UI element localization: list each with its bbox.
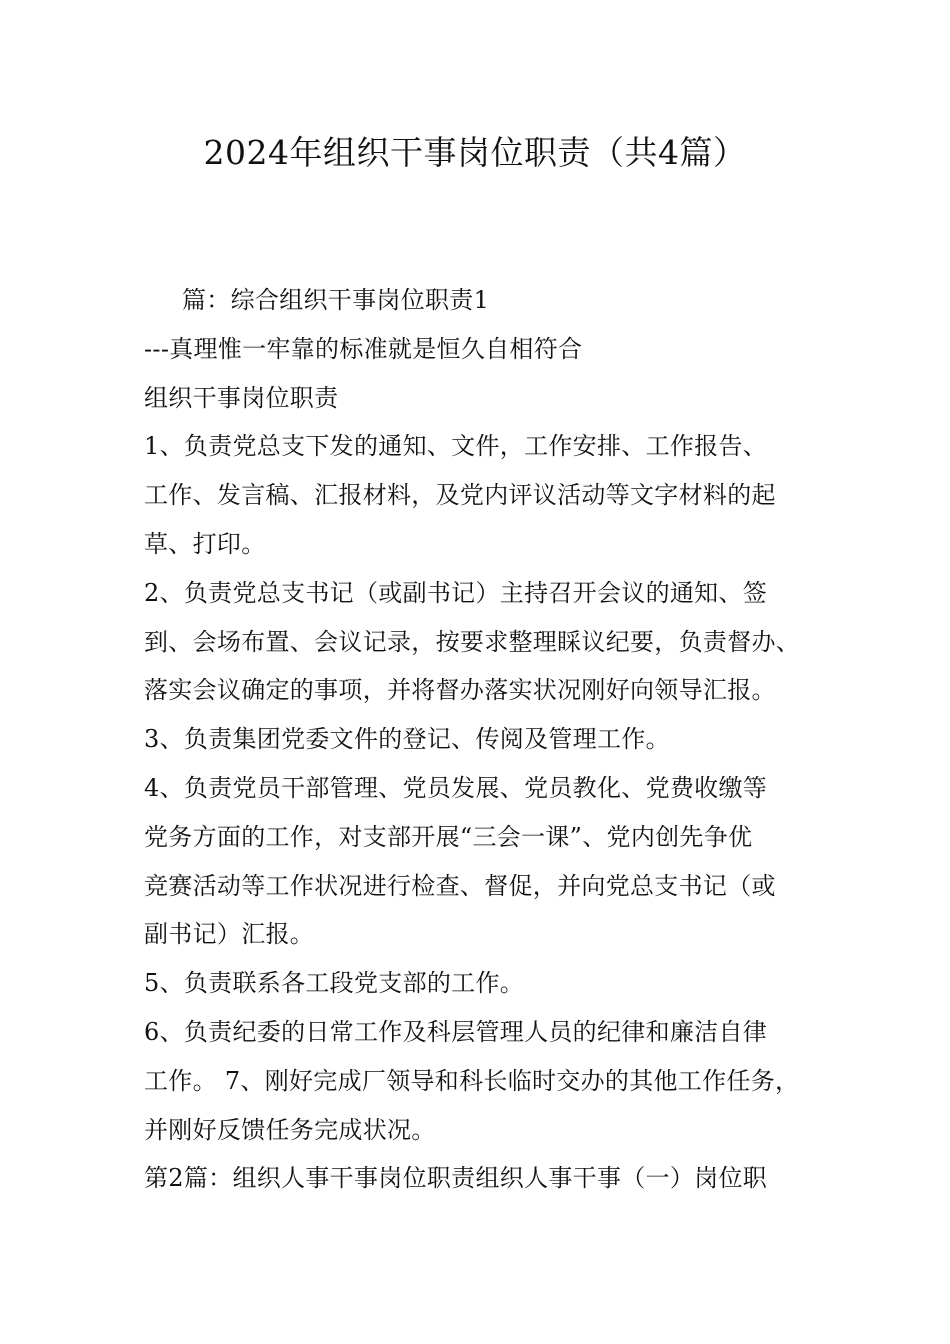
text-line: ---真理惟一牢靠的标准就是恒久自相符合 (144, 334, 583, 363)
text-line: 到、会场布置、会议记录，按要求整理睬议纪要，负责督办、 (144, 627, 801, 656)
text-line: 工作。 7、刚好完成厂领导和科长临时交办的其他工作任务， (144, 1066, 800, 1095)
text-line: 副书记）汇报。 (144, 920, 315, 949)
text-line: 竞赛活动等工作状况进行检查、督促，并向党总支书记（或 (144, 871, 776, 900)
text-line: 5、负责联系各工段党支部的工作。 (144, 969, 525, 998)
text-line: 草、打印。 (144, 529, 266, 558)
document-title: 2024年组织干事岗位职责（共4篇） (203, 133, 747, 172)
document-body (144, 276, 814, 1203)
text-line: 落实会议确定的事项，并将督办落实状况刚好向领导汇报。 (144, 676, 776, 705)
text-line: 2、负责党总支书记（或副书记）主持召开会议的通知、签 (144, 578, 768, 607)
text-line: 1、负责党总支下发的通知、文件，工作安排、工作报告、 (144, 432, 768, 461)
text-line: 党务方面的工作，对支部开展“三会一课”、党内创先争优 (144, 822, 753, 851)
subheading: 组织干事岗位职责 (144, 383, 339, 412)
section-heading: 篇：综合组织干事岗位职责1 (182, 286, 490, 314)
section-heading: 第2篇：组织人事干事岗位职责组织人事干事（一）岗位职 (144, 1164, 768, 1193)
text-line: 4、负责党员干部管理、党员发展、党员教化、党费收缴等 (144, 773, 768, 802)
text-line: 并刚好反馈任务完成状况。 (144, 1115, 436, 1144)
text-line: 6、负责纪委的日常工作及科层管理人员的纪律和廉洁自律 (144, 1017, 768, 1046)
text-line: 3、负责集团党委文件的登记、传阅及管理工作。 (144, 725, 670, 754)
text-line: 工作、发言稿、汇报材料，及党内评议活动等文字材料的起 (144, 481, 776, 510)
